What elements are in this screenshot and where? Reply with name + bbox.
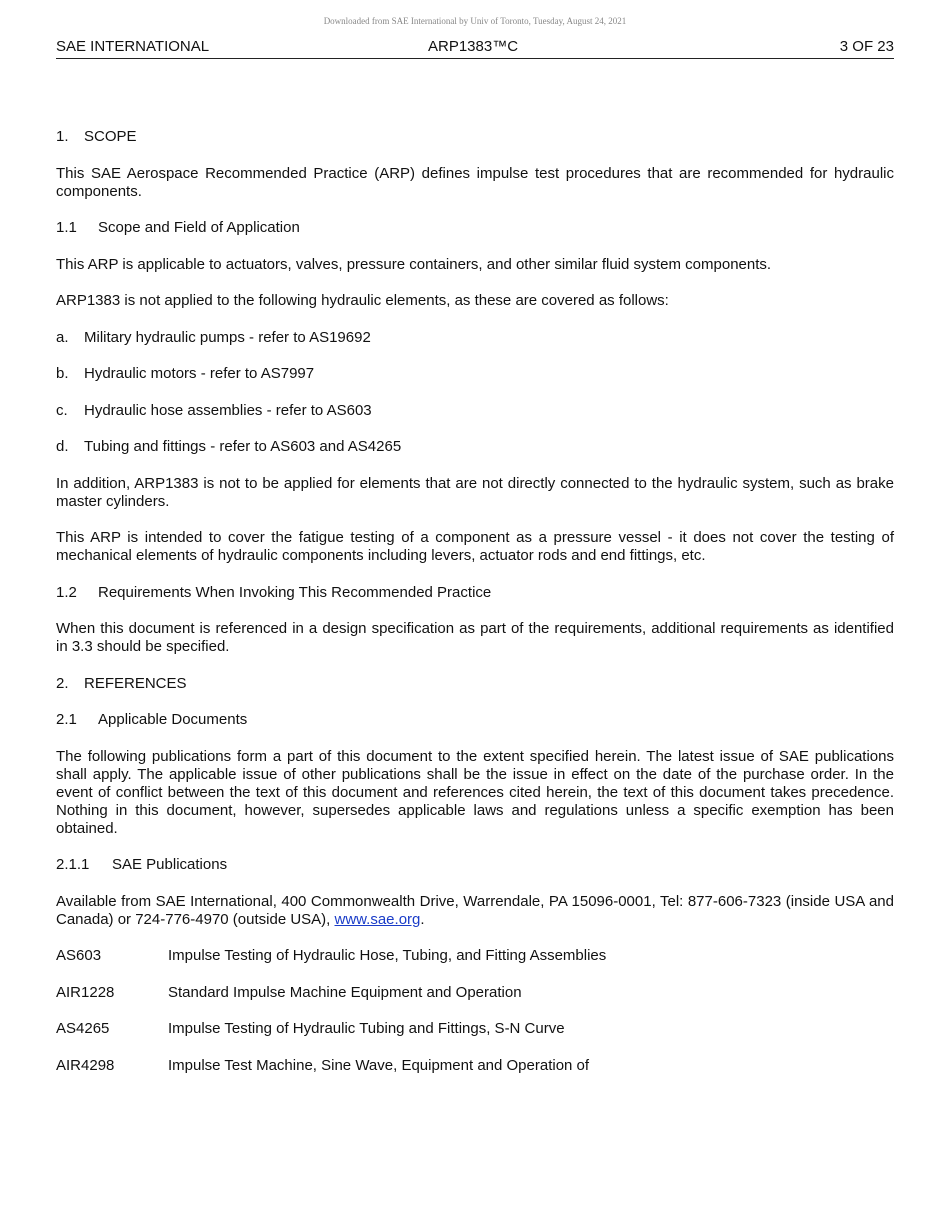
publication-title: Impulse Testing of Hydraulic Hose, Tubing, and Fitting Assemblies <box>168 947 607 964</box>
list-item <box>56 402 894 420</box>
section-title: Scope and Field of Application <box>98 219 300 236</box>
publication-entry <box>56 984 894 1002</box>
section-number: 2.1.1 <box>56 856 90 873</box>
document-body <box>56 128 894 1093</box>
section-number: 1.1 <box>56 219 77 236</box>
section-number: 2.1 <box>56 711 77 728</box>
publication-entry <box>56 1020 894 1038</box>
list-item-text: Hydraulic motors - refer to AS7997 <box>84 365 315 382</box>
list-item <box>56 329 894 347</box>
publication-entry <box>56 1057 894 1075</box>
page-header <box>56 38 894 59</box>
paragraph: The following publications form a part of this document to the extent specified herein. The latest issue of SAE publications shall apply. The applicable issue of other publications shall be the issue in effect on the date of the purchase order. In the event of conflict between the text of this document and references cited herein, the text of this document takes precedence. Nothing in this document, however, supersedes applicable laws and regulations unless a specific exemption has been obtained. <box>56 747 894 837</box>
paragraph <box>56 893 894 929</box>
section-heading-scope <box>56 128 894 146</box>
publication-code: AIR4298 <box>56 1056 115 1074</box>
section-number: 1. <box>56 128 69 145</box>
section-number: 1.2 <box>56 583 77 601</box>
list-item-text: Tubing and fittings - refer to AS603 and AS4265 <box>84 438 402 455</box>
paragraph: This ARP is intended to cover the fatigue testing of a component as a pressure vessel - it does not cover the testing of mechanical elements of hydraulic components including levers, actuator rods and end fittings, etc. <box>56 529 894 564</box>
publication-title: Impulse Testing of Hydraulic Tubing and Fittings, S-N Curve <box>168 1020 565 1037</box>
section-title: SCOPE <box>84 128 137 145</box>
section-title: Requirements When Invoking This Recommended Practice <box>98 583 492 601</box>
list-marker: a. <box>56 328 69 346</box>
section-title: SAE Publications <box>112 856 228 873</box>
section-title: Applicable Documents <box>98 711 248 728</box>
paragraph: ARP1383 is not applied to the following hydraulic elements, as these are covered as follows: <box>56 292 669 309</box>
paragraph: This SAE Aerospace Recommended Practice (ARP) defines impulse test procedures that are recommended for hydraulic components. <box>56 164 894 200</box>
section-heading-requirements <box>56 584 894 602</box>
section-number: 2. <box>56 674 69 692</box>
publication-entry <box>56 947 894 965</box>
publication-code: AIR1228 <box>56 983 115 1001</box>
section-heading-sae-publications <box>56 856 894 874</box>
publication-title: Standard Impulse Machine Equipment and Operation <box>168 983 522 1001</box>
header-page-number: 3 OF 23 <box>839 38 894 55</box>
paragraph-text: Available from SAE International, 400 Commonwealth Drive, Warrendale, PA 15096-0001, Tel: 877-606-7323 (inside USA and Canada) or 724-776-4970 (outside USA), <box>56 892 894 928</box>
paragraph: When this document is referenced in a design specification as part of the requirements, additional requirements as identified in 3.3 should be specified. <box>56 620 894 655</box>
list-item-text: Military hydraulic pumps - refer to AS19692 <box>84 328 371 346</box>
paragraph: This ARP is applicable to actuators, valves, pressure containers, and other similar fluid system components. <box>56 255 772 273</box>
list-marker: b. <box>56 365 69 382</box>
publication-code: AS4265 <box>56 1020 110 1037</box>
publication-title: Impulse Test Machine, Sine Wave, Equipment and Operation of <box>168 1056 590 1074</box>
section-heading-applicable-documents <box>56 711 894 729</box>
sae-website-link[interactable]: www.sae.org <box>334 910 421 928</box>
header-doc-number: ARP1383™C <box>428 38 519 55</box>
list-marker: c. <box>56 401 68 419</box>
section-heading-references <box>56 675 894 693</box>
header-publisher: SAE INTERNATIONAL <box>56 38 210 55</box>
list-item <box>56 365 894 383</box>
paragraph-text-end: . <box>420 910 425 928</box>
section-title: REFERENCES <box>84 674 187 692</box>
list-item <box>56 438 894 456</box>
paragraph: In addition, ARP1383 is not to be applied for elements that are not directly connected to the hydraulic system, such as brake master cylinders. <box>56 474 894 510</box>
download-watermark: Downloaded from SAE International by Univ of Toronto, Tuesday, August 24, 2021 <box>323 16 627 26</box>
publication-code: AS603 <box>56 947 102 964</box>
list-marker: d. <box>56 438 69 455</box>
section-heading-scope-field <box>56 219 894 237</box>
list-item-text: Hydraulic hose assemblies - refer to AS603 <box>84 401 372 419</box>
